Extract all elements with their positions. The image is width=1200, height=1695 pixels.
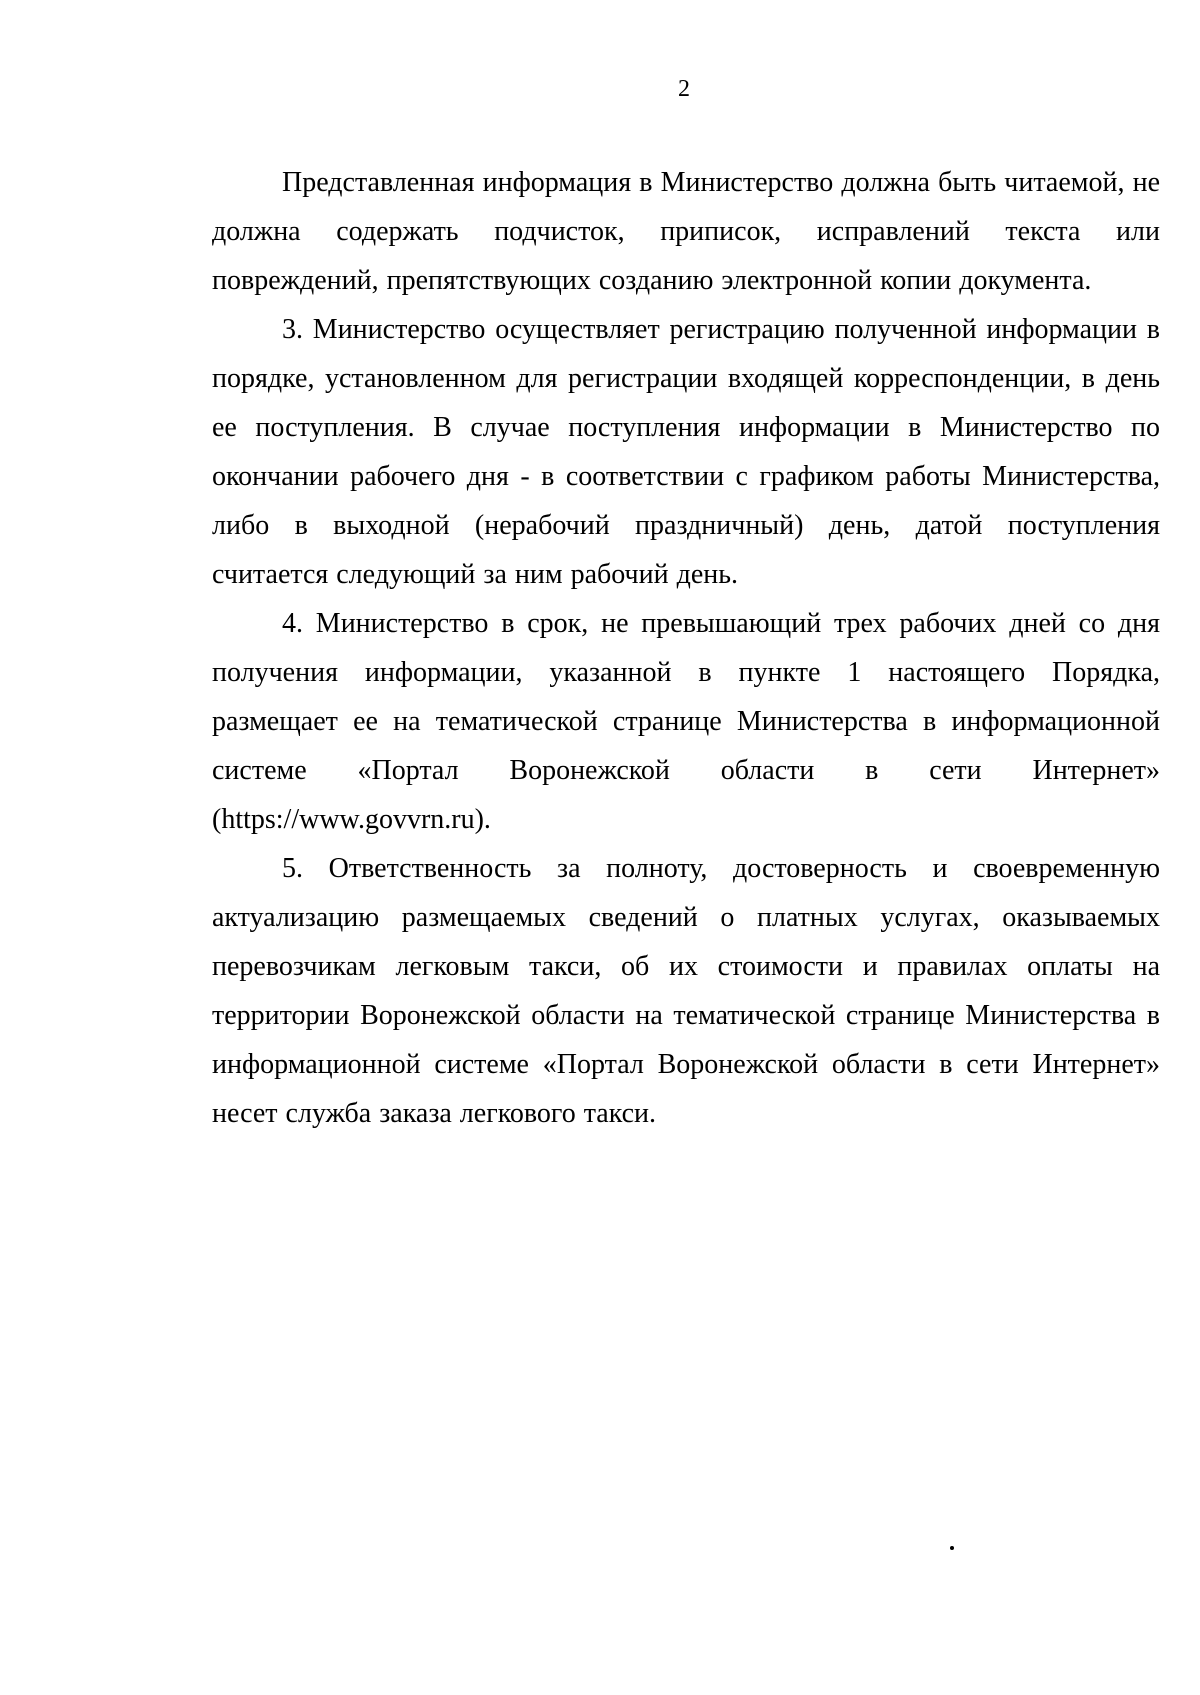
- page-number: 2: [678, 76, 690, 102]
- scan-speck: [950, 1546, 954, 1550]
- paragraph-readability-requirement: Представленная информация в Министерство должна быть читаемой, не должна содержать подчисток, приписок, исправлений текста или повреждений, препятствующих созданию электронной копии документа.: [212, 167, 1160, 296]
- paragraph-5-responsibility: 5. Ответственность за полноту, достоверность и своевременную актуализацию размещаемых сведений о платных услугах, оказываемых перевозчикам легковым такси, об их стоимости и правилах оплаты на территории Воронежской области на тематической странице Министерства в информационной системе «Портал Воронежской области в сети Интернет» несет служба заказа легкового такси.: [212, 853, 1160, 1129]
- document-body: [212, 158, 1160, 1138]
- paragraph-3-registration: 3. Министерство осуществляет регистрацию полученной информации в порядке, установленном для регистрации входящей корреспонденции, в день ее поступления. В случае поступления информации в Министерство по окончании рабочего дня - в соответствии с графиком работы Министерства, либо в выходной (нерабочий праздничный) день, датой поступления считается следующий за ним рабочий день.: [212, 314, 1160, 590]
- paragraph-4-publication: 4. Министерство в срок, не превышающий трех рабочих дней со дня получения информации, указанной в пункте 1 настоящего Порядка, размещает ее на тематической странице Министерства в информационной системе «Портал Воронежской области в сети Интернет» (https://www.govvrn.ru).: [212, 608, 1160, 835]
